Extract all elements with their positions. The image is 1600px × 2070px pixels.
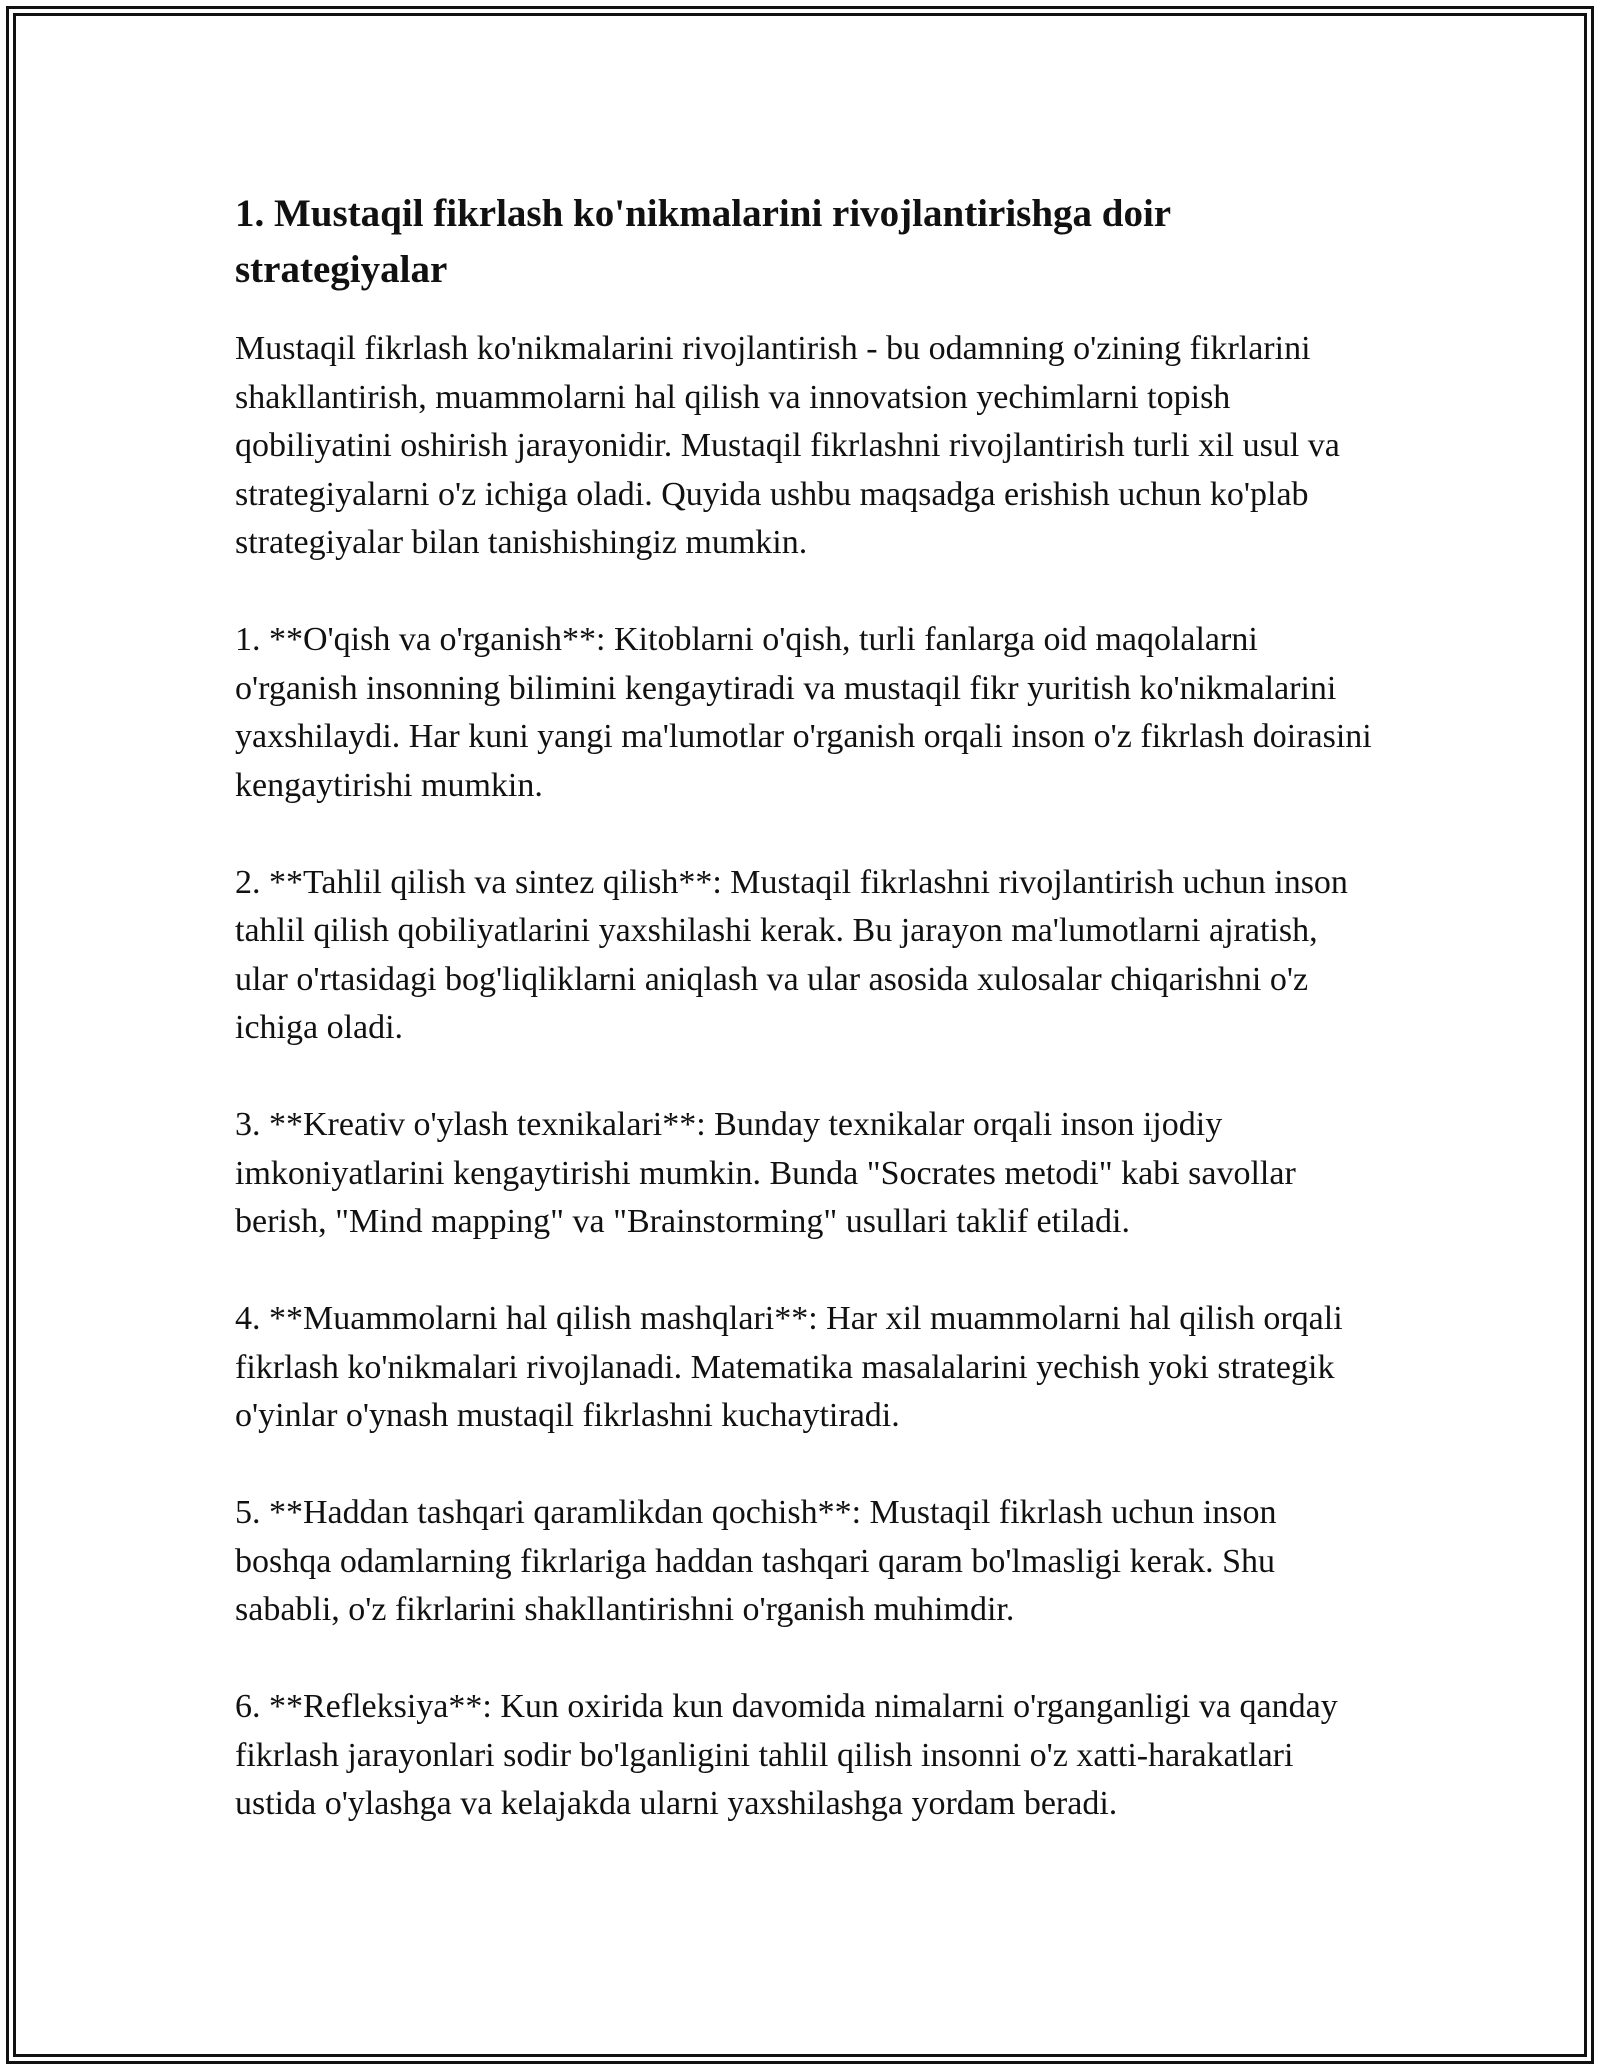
page-title: 1. Mustaqil fikrlash ko'nikmalarini rivojlantirishga doir strategiyalar	[235, 192, 1171, 291]
strategy-item-4: 4. **Muammolarni hal qilish mashqlari**: Har xil muammolarni hal qilish orqali fikrlash ko'nikmalari rivojlanadi. Matematika masalalarini yechish yoki strategik o'yinlar o'ynash mustaqil fikrlashni kuchaytiradi.	[235, 1300, 1343, 1434]
document-body	[235, 186, 1375, 1829]
strategy-item-2: 2. **Tahlil qilish va sintez qilish**: Mustaqil fikrlashni rivojlantirish uchun inson tahlil qilish qobiliyatlarini yaxshilashi kerak. Bu jarayon ma'lumotlarni ajratish, ular o'rtasidagi bog'liqliklarni aniqlash va ular asosida xulosalar chiqarishni o'z ichiga oladi.	[235, 863, 1348, 1046]
intro-paragraph: Mustaqil fikrlash ko'nikmalarini rivojlantirish - bu odamning o'zining fikrlarini shakllantirish, muammolarni hal qilish va innovatsion yechimlarni topish qobiliyatini oshirish jarayonidir. Mustaqil fikrlashni rivojlantirish turli xil usul va strategiyalarni o'z ichiga oladi. Quyida ushbu maqsadga erishish uchun ko'plab strategiyalar bilan tanishishingiz mumkin.	[235, 330, 1340, 561]
strategy-item-5: 5. **Haddan tashqari qaramlikdan qochish**: Mustaqil fikrlash uchun inson boshqa odamlarning fikrlariga haddan tashqari qaram bo'lmasligi kerak. Shu sababli, o'z fikrlarini shakllantirishni o'rganish muhimdir.	[235, 1494, 1277, 1628]
strategy-item-1: 1. **O'qish va o'rganish**: Kitoblarni o'qish, turli fanlarga oid maqolalarni o'rganish insonning bilimini kengaytiradi va mustaqil fikr yuritish ko'nikmalarini yaxshilaydi. Har kuni yangi ma'lumotlar o'rganish orqali inson o'z fikrlash doirasini kengaytirishi mumkin.	[235, 621, 1372, 804]
strategy-item-6: 6. **Refleksiya**: Kun oxirida kun davomida nimalarni o'rganganligi va qanday fikrlash jarayonlari sodir bo'lganligini tahlil qilish insonni o'z xatti-harakatlari ustida o'ylashga va kelajakda ularni yaxshilashga yordam beradi.	[235, 1688, 1338, 1822]
strategy-item-3: 3. **Kreativ o'ylash texnikalari**: Bunday texnikalar orqali inson ijodiy imkoniyatlarini kengaytirishi mumkin. Bunda "Socrates metodi" kabi savollar berish, "Mind mapping" va "Brainstorming" usullari taklif etiladi.	[235, 1106, 1296, 1240]
